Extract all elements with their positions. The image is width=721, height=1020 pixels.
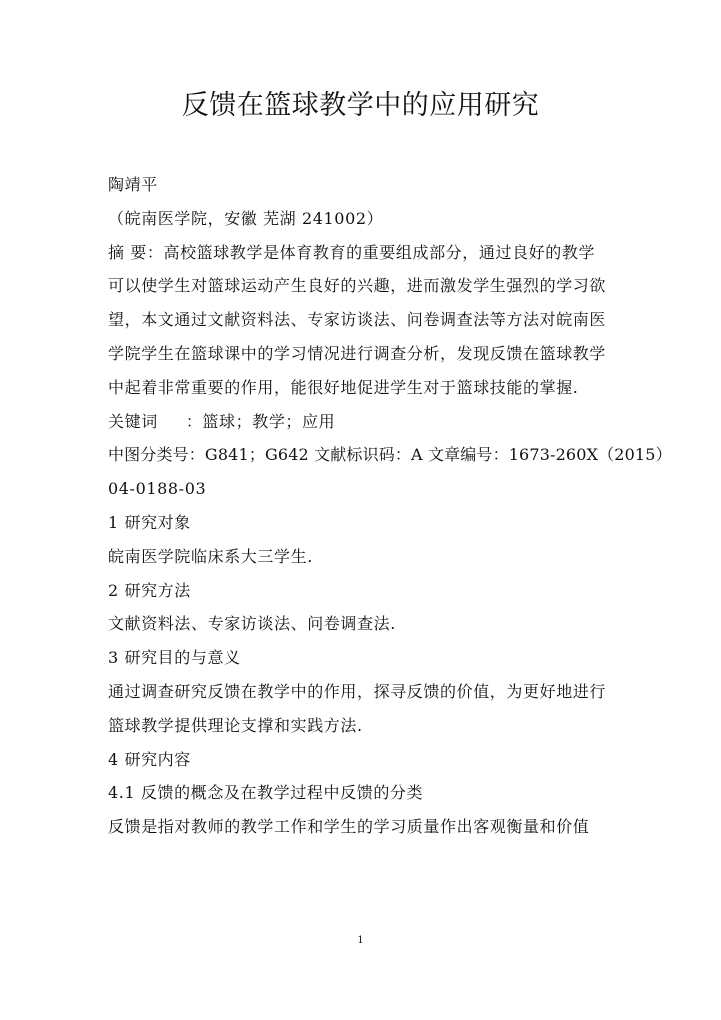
section-heading: 2 研究方法 <box>108 580 191 600</box>
abstract-line: 中起着非常重要的作用，能很好地促进学生对于篮球技能的掌握. <box>108 377 579 397</box>
section-text: 篮球教学提供理论支撑和实践方法. <box>108 715 363 735</box>
document-title: 反馈在篮球教学中的应用研究 <box>181 90 540 121</box>
keywords-line <box>108 405 618 439</box>
page-number: 1 <box>357 935 364 946</box>
section-text: 皖南医学院临床系大三学生. <box>108 546 313 566</box>
article-number-line: 04-0188-03 <box>108 479 207 499</box>
section-text: 反馈是指对教师的教学工作和学生的学习质量作出客观衡量和价值 <box>108 817 590 837</box>
abstract-line: 学院学生在篮球课中的学习情况进行调查分析，发现反馈在篮球教学 <box>108 343 607 363</box>
section-heading: 3 研究目的与意义 <box>108 648 241 668</box>
classification-line: 中图分类号：G841；G642 文献标识码：A 文章编号：1673-260X（2015） <box>108 445 672 465</box>
section-heading: 4 研究内容 <box>108 749 191 769</box>
keywords-label: 关键词 <box>108 411 158 431</box>
abstract-line: 摘 要：高校篮球教学是体育教育的重要组成部分，通过良好的教学 <box>108 242 596 262</box>
author-affiliation: （皖南医学院，安徽 芜湖 241002） <box>108 208 384 228</box>
abstract-line: 望，本文通过文献资料法、专家访谈法、问卷调查法等方法对皖南医 <box>108 310 607 330</box>
document-body <box>108 168 672 844</box>
section-text: 文献资料法、专家访谈法、问卷调查法. <box>108 614 396 634</box>
author-name: 陶靖平 <box>108 175 158 194</box>
abstract-line: 可以使学生对篮球运动产生良好的兴趣，进而激发学生强烈的学习欲 <box>108 276 607 296</box>
section-heading: 1 研究对象 <box>108 512 191 532</box>
section-text: 通过调查研究反馈在教学中的作用，探寻反馈的价值，为更好地进行 <box>108 681 607 701</box>
keywords-value: ：篮球；教学；应用 <box>185 411 336 431</box>
subsection-heading: 4.1 反馈的概念及在教学过程中反馈的分类 <box>108 783 424 803</box>
